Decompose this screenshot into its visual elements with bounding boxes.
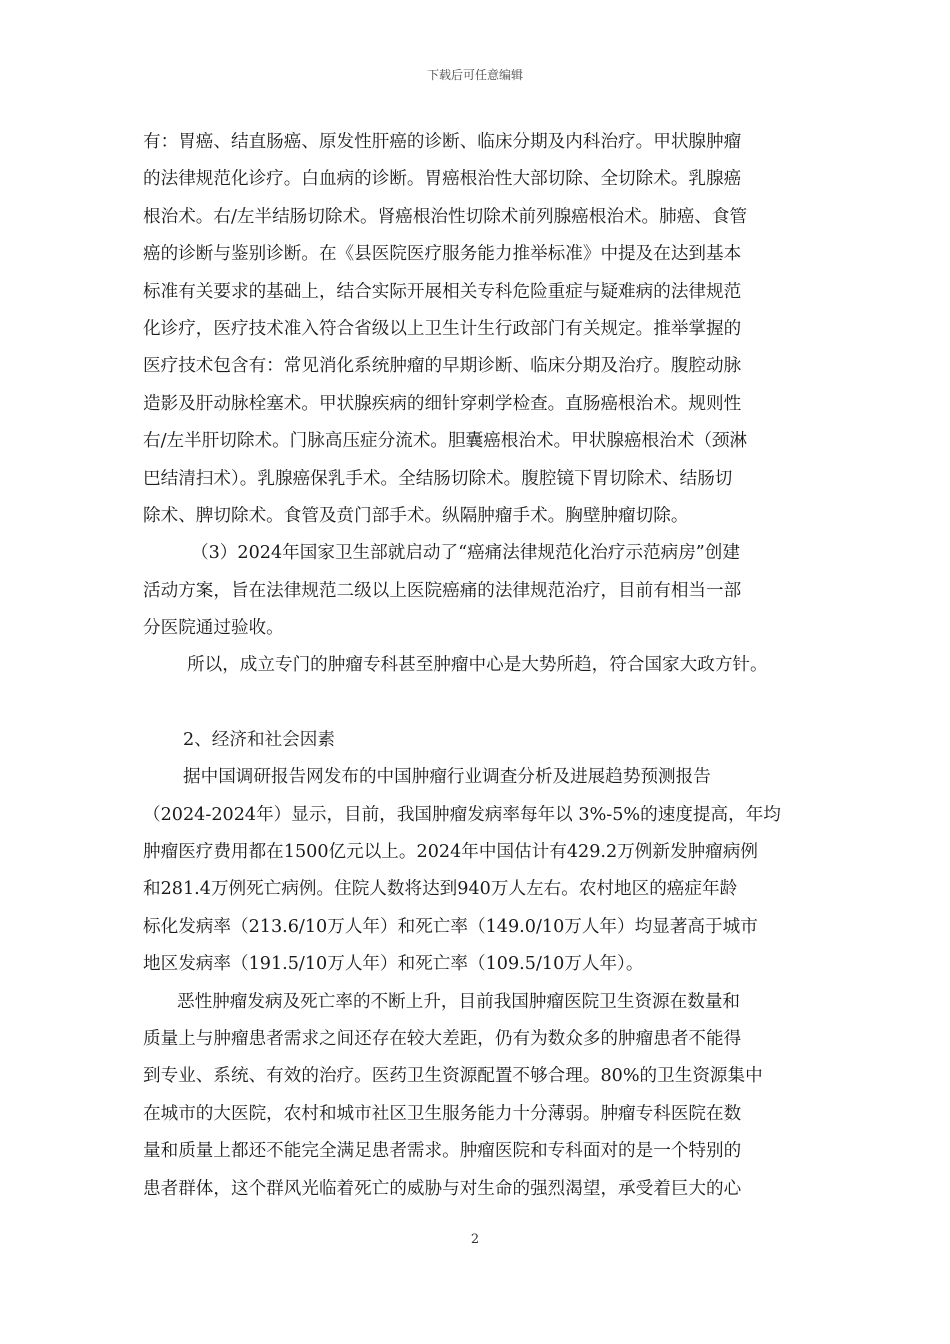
text-line: 有：胃癌、结直肠癌、原发性肝癌的诊断、临床分期及内科治疗。甲状腺肿瘤 bbox=[143, 132, 742, 152]
text-line: 根治术。右/左半结肠切除术。肾癌根治性切除术前列腺癌根治术。肺癌、食管 bbox=[143, 206, 748, 227]
text-line: 和281.4万例死亡病例。住院人数将达到940万人左右。农村地区的癌症年龄 bbox=[143, 879, 738, 900]
text-line: 医疗技术包含有：常见消化系统肿瘤的早期诊断、临床分期及治疗。腹腔动脉 bbox=[143, 356, 742, 377]
text-line: 质量上与肿瘤患者需求之间还存在较大差距，仍有为数众多的肿瘤患者不能得 bbox=[143, 1028, 742, 1049]
text-line: 在城市的大医院，农村和城市社区卫生服务能力十分薄弱。肿瘤专科医院在数 bbox=[143, 1103, 742, 1124]
text-line: 到专业、系统、有效的治疗。医药卫生资源配置不够合理。80%的卫生资源集中 bbox=[143, 1066, 763, 1087]
text-line: 化诊疗，医疗技术准入符合省级以上卫生计生行政部门有关规定。推举掌握的 bbox=[143, 318, 742, 339]
text-line: 活动方案，旨在法律规范二级以上医院癌痛的法律规范治疗，目前有相当一部 bbox=[143, 580, 742, 601]
page-number: 2 bbox=[470, 1232, 480, 1247]
document-body bbox=[143, 124, 813, 1208]
paragraph bbox=[143, 722, 813, 759]
text-line: 患者群体，这个群风光临着死亡的威胁与对生命的强烈渴望，承受着巨大的心 bbox=[143, 1178, 742, 1199]
text-line: （2024-2024年）显示，目前，我国肿瘤发病率每年以 3%-5%的速度提高，年均 bbox=[143, 804, 781, 825]
paragraph-gap bbox=[143, 685, 813, 722]
text-line: 巴结清扫术）。乳腺癌保乳手术。全结肠切除术。腹腔镜下胃切除术、结肠切 bbox=[143, 468, 733, 489]
text-line: （3）2024年国家卫生部就启动了“癌痛法律规范化治疗示范病房”创建 bbox=[191, 543, 740, 564]
text-line: 据中国调研报告网发布的中国肿瘤行业调查分析及进展趋势预测报告 bbox=[183, 767, 711, 788]
text-line: 右/左半肝切除术。门脉高压症分流术。胆囊癌根治术。甲状腺癌根治术（颈淋 bbox=[143, 431, 748, 452]
paragraph bbox=[143, 647, 813, 684]
paragraph bbox=[143, 124, 813, 535]
text-line: 肿瘤医疗费用都在1500亿元以上。2024年中国估计有429.2万例新发肿瘤病例 bbox=[143, 842, 758, 863]
text-line: 2、经济和社会因素 bbox=[183, 729, 335, 750]
text-line: 造影及肝动脉栓塞术。甲状腺疾病的细针穿刺学检查。直肠癌根治术。规则性 bbox=[143, 393, 742, 414]
text-line: 所以，成立专门的肿瘤专科甚至肿瘤中心是大势所趋，符合国家大政方针。 bbox=[187, 655, 768, 676]
text-line: 量和质量上都还不能完全满足患者需求。肿瘤医院和专科面对的是一个特别的 bbox=[143, 1141, 742, 1162]
page-header: 下载后可任意编辑 bbox=[426, 68, 523, 82]
paragraph bbox=[143, 984, 813, 1208]
text-line: 的法律规范化诊疗。白血病的诊断。胃癌根治性大部切除、全切除术。乳腺癌 bbox=[143, 169, 742, 190]
text-line: 标准有关要求的基础上，结合实际开展相关专科危险重症与疑难病的法律规范 bbox=[143, 281, 742, 302]
text-line: 癌的诊断与鉴别诊断。在《县医院医疗服务能力推举标准》中提及在达到基本 bbox=[143, 244, 742, 265]
paragraph bbox=[143, 759, 813, 983]
text-line: 分医院通过验收。 bbox=[143, 618, 284, 639]
text-line: 地区发病率（191.5/10万人年）和死亡率（109.5/10万人年）。 bbox=[143, 954, 644, 975]
text-line: 除术、脾切除术。食管及贲门部手术。纵隔肿瘤手术。胸壁肿瘤切除。 bbox=[143, 505, 689, 526]
paragraph bbox=[143, 535, 813, 647]
text-line: 标化发病率（213.6/10万人年）和死亡率（149.0/10万人年）均显著高于城市 bbox=[143, 916, 758, 937]
text-line: 恶性肿瘤发病及死亡率的不断上升，目前我国肿瘤医院卫生资源在数量和 bbox=[177, 991, 741, 1012]
